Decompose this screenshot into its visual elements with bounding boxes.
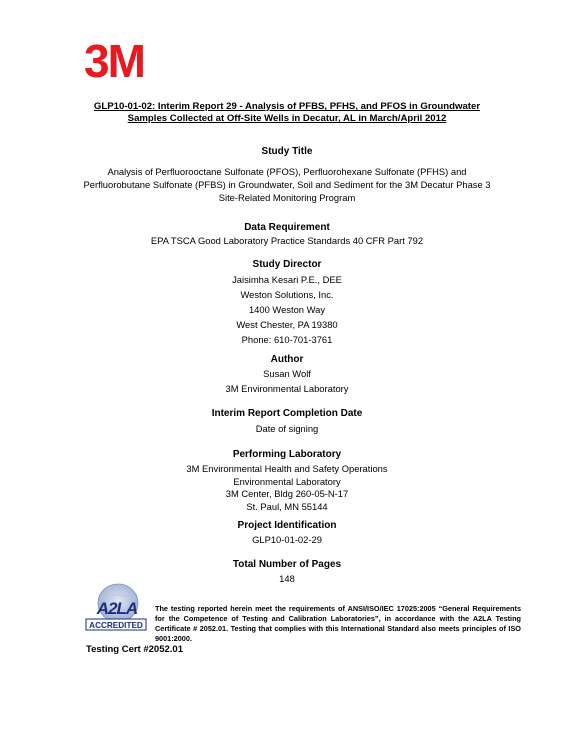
performing-laboratory-text [40, 463, 534, 513]
completion-date-line: Date of signing [255, 423, 319, 434]
a2la-accredited-badge-icon [84, 583, 148, 633]
performing-laboratory-heading: Performing Laboratory [232, 449, 342, 460]
study-director-line: Phone: 610-701-3761 [241, 334, 333, 345]
report-title-line-2: Samples Collected at Off-Site Wells in Decatur, AL in March/April 2012 [127, 113, 447, 124]
completion-date-heading: Interim Report Completion Date [211, 408, 363, 419]
3m-logo: 3M [84, 35, 144, 87]
data-requirement-line: EPA TSCA Good Laboratory Practice Standards 40 CFR Part 792 [150, 235, 424, 246]
report-title-line-1: GLP10-01-02: Interim Report 29 - Analysis of PFBS, PFHS, and PFOS in Groundwater [93, 101, 481, 112]
completion-date-text [40, 422, 534, 435]
project-identification-line: GLP10-01-02-29 [252, 534, 322, 545]
performing-laboratory-line: 3M Center, Bldg 260-05-N-17 [225, 488, 349, 499]
study-title-line: Perfluorobutane Sulfonate (PFBS) in Groundwater, Soil and Sediment for the 3M Decatur Phase 3 [83, 179, 491, 190]
author-line: Susan Wolf [263, 368, 311, 379]
total-pages-line: 148 [279, 573, 295, 584]
badge-org-text: A2LA [96, 599, 138, 618]
performing-laboratory-line: St. Paul, MN 55144 [246, 500, 328, 512]
report-title [60, 101, 514, 125]
study-director-text [40, 272, 534, 347]
study-director-line: Jaisimha Kesari P.E., DEE [232, 274, 342, 285]
data-requirement-heading: Data Requirement [244, 222, 330, 233]
author-heading: Author [270, 354, 304, 365]
author-text [40, 366, 534, 396]
study-director-line: 1400 Weston Way [248, 304, 326, 315]
study-director-line: Weston Solutions, Inc. [240, 289, 334, 300]
study-title-line: Site-Related Monitoring Program [218, 192, 356, 203]
performing-laboratory-line: 3M Environmental Health and Safety Operations [186, 463, 388, 474]
study-director-line: West Chester, PA 19380 [236, 319, 338, 330]
author-line: 3M Environmental Laboratory [225, 383, 349, 394]
badge-label-text: ACCREDITED [89, 621, 143, 630]
testing-cert-number: Testing Cert #2052.01 [86, 644, 183, 655]
accreditation-statement: The testing reported herein meet the requirements of ANSI/ISO/IEC 17025:2005 “General Requirements for the Competence of Testing and Calibration Laboratories”, in accordance with the A2LA Testing Certificate # 2052.01. Testing that complies with this International Standard also meets principles of ISO 9001:2000. [155, 604, 521, 643]
project-identification-text [40, 533, 534, 546]
study-title-text [40, 165, 534, 204]
study-director-heading: Study Director [252, 259, 322, 270]
project-identification-heading: Project Identification [237, 520, 337, 531]
study-title-heading: Study Title [261, 146, 313, 157]
performing-laboratory-line: Environmental Laboratory [233, 475, 341, 487]
total-pages-heading: Total Number of Pages [232, 559, 342, 570]
study-title-line: Analysis of Perfluorooctane Sulfonate (PFOS), Perfluorohexane Sulfonate (PFHS) and [107, 166, 467, 177]
data-requirement-text [40, 234, 534, 247]
